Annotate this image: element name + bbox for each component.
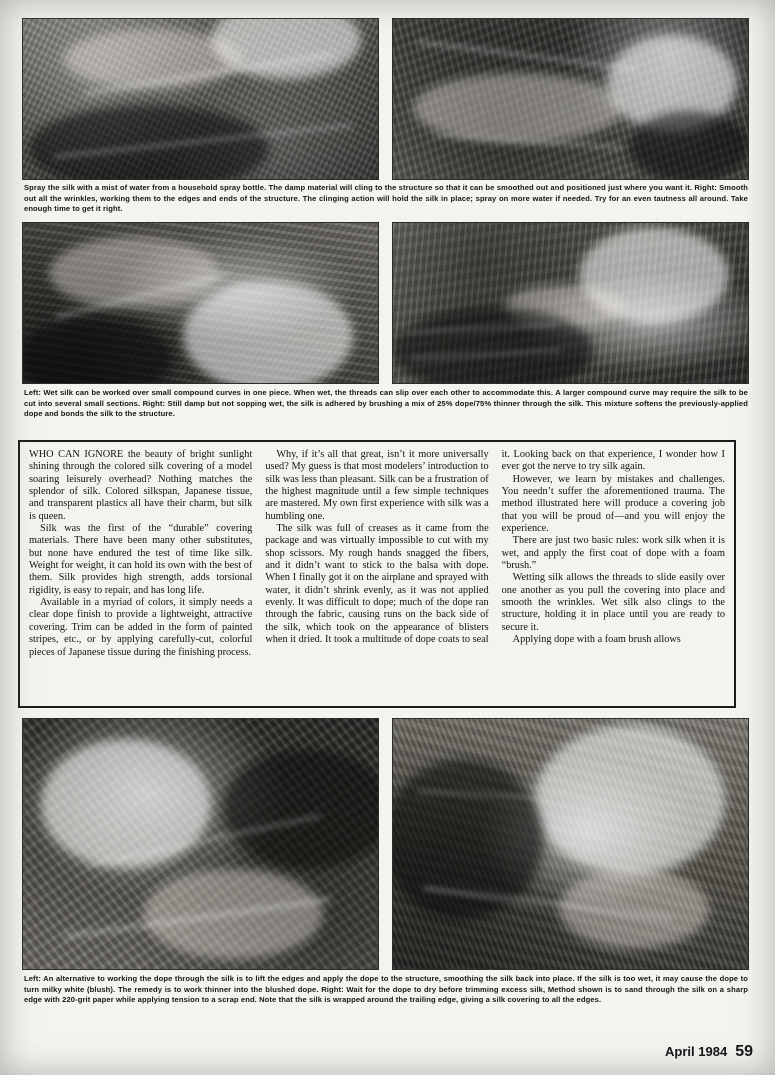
- photo-sanding-edge: [392, 718, 749, 970]
- article-paragraph: Silk was the first of the “durable” covering materials. There have been many other substitutes, but none have endured the test of time like silk. Weight for weight, it can hold its own with the best of them. Silk provides high strength, adds torsional rigidity, is easy to repair, and has long life.: [29, 523, 253, 596]
- highlight-hand: [41, 739, 211, 869]
- article-paragraph: Available in a myriad of colors, it simply needs a clear dope finish to provide a lightweight, attractive covering. Trim can be added in the form of painted stripes, etc., or by applying carefully-cut, colorful pieces of Japanese tissue during the finishing process.: [29, 597, 253, 658]
- photo-brush-dope: [392, 222, 749, 384]
- highlight-fingers: [183, 281, 353, 384]
- article-paragraph: The silk was full of creases as it came from the package and was virtually impossible to cut with my shop scissors. My rough hands snagged the fibers, and it didn’t want to stick to the balsa with dope. When I finally got it on the airplane and sprayed with water, it didn’t shrink evenly, as it was not applied evenly. It was difficult to dope; much of the dope ran through the fabric, causing runs on the back side of the silk, which took on the appearance of blisters when it dried. It took a multitude of dope coats to seal it. Looking back on that experience, I wonder how I ever got the nerve to try silk again.: [265, 449, 725, 646]
- article-text-box: [18, 440, 736, 708]
- highlight-hand-sanding: [535, 725, 725, 875]
- article-paragraph: There are just two basic rules: work silk when it is wet, and apply the first coat of dope with a foam “brush.”: [501, 535, 725, 572]
- article-paragraph: Applying dope with a foam brush allows: [512, 634, 681, 646]
- article-paragraph: However, we learn by mistakes and challenges. You needn’t suffer the aforementioned trauma. The method illustrated here will produce a covering job that you will be proud of—and you will enjoy the experience.: [501, 473, 725, 535]
- caption-top: Spray the silk with a mist of water from a household spray bottle. The damp material will cling to the structure so that it can be smoothed out and positioned just where you want it. Right: Smooth out all the wrinkles, working them to the edges and ends of the structure. The clinging action will hold the silk in place; spray on more water if needed. Try for an even tautness all around. Take enough time to get it right.: [24, 183, 748, 214]
- photo-spray-silk-right: [392, 18, 749, 180]
- page-footer: [665, 1043, 753, 1061]
- shadow-wing-structure: [223, 749, 379, 869]
- article-paragraph: Wetting silk allows the threads to slide easily over one another as you pull the covering into place and smooth the wrinkles. Wet silk also clings to the structure, holding it in place until you are ready to secure it.: [501, 572, 725, 633]
- photo-spray-silk-left: [22, 18, 379, 180]
- photo-compound-curve: [22, 222, 379, 384]
- page-number: 59: [735, 1043, 753, 1060]
- caption-bottom: Left: An alternative to working the dope through the silk is to lift the edges and apply the dope to the structure, smoothing the silk back into place. If the silk is too wet, it may cause the dope to turn milky white (blush). The remedy is to work thinner into the blushed dope. Right: Wait for the dope to dry before trimming excess silk, Method shown is to sand through the silk on a sharp edge with 220-grit paper while applying tension to a scrap end. Note that the silk is wrapped around the trailing edge, giving a silk covering to all the edges.: [24, 974, 748, 1005]
- issue-date: April 1984: [665, 1044, 728, 1059]
- article-paragraph: WHO CAN IGNORE the beauty of bright sunlight shining through the colored silk covering of a model soaring leisurely overhead? Nothing matches the splendor of silk. Colored silkspan, Japanese tissue, and transparent plastics all have their charm, but silk is queen.: [29, 449, 253, 522]
- article-paragraph: Why, if it’s all that great, isn’t it more universally used? My guess is that most modelers’ introduction to silk was less than pleasant. Silk can be a frustration of the highest magnitude until a few simple techniques are mastered. My own first experience with silk was a humbling one.: [265, 449, 489, 522]
- photo-lift-edges: [22, 718, 379, 970]
- caption-middle: Left: Wet silk can be worked over small compound curves in one piece. When wet, the threads can slip over each other to accommodate this. A larger compound curve may require the silk to be cut into several small sections. Right: Still damp but not sopping wet, the silk is adhered by brushing a mix of 25% dope/75% thinner through the silk. This mixture softens the previously-applied dope and bonds the silk to the structure.: [24, 388, 748, 419]
- shadow-framework: [629, 111, 749, 180]
- article-columns: [29, 449, 725, 701]
